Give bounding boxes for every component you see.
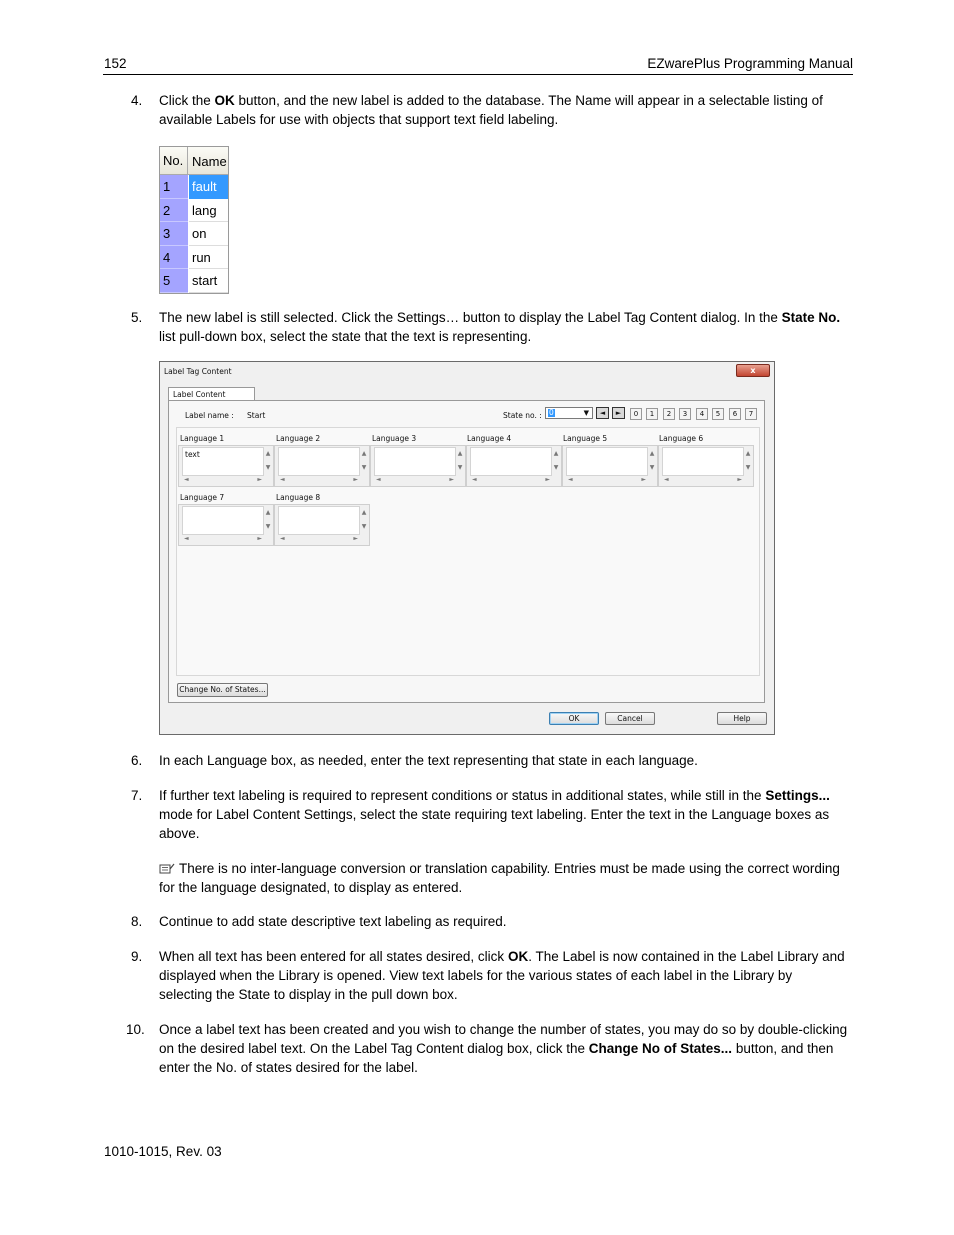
language-5-label: Language 5: [563, 434, 608, 443]
state-button-6[interactable]: 6: [729, 408, 741, 420]
step-4: [104, 91, 849, 129]
horizontal-scrollbar[interactable]: ◄ ►: [568, 476, 646, 483]
header-rule: [103, 74, 853, 75]
note-text: There is no inter-language conversion or translation capability. Entries must be made using the correct wording for the language designated, to display as entered.: [159, 861, 840, 895]
prev-state-button[interactable]: ◄: [596, 407, 609, 419]
step-text: Click the OK button, and the new label is added to the database. The Name will appear in a selectable listing of available Labels for use with objects that support text field labeling.: [159, 93, 823, 127]
row-name: lang: [189, 199, 228, 223]
language-3-label: Language 3: [372, 434, 417, 443]
table-row[interactable]: [160, 222, 228, 246]
row-number: 3: [160, 222, 188, 246]
step-text: When all text has been entered for all states desired, click OK. The Label is now contained in the Label Library and displayed when the Library is opened. View text labels for the various states of each label in the Library by selecting the State to display in the pull down box.: [159, 949, 845, 1002]
step-text: In each Language box, as needed, enter the text representing that state in each language.: [159, 753, 698, 768]
change-no-of-states-button[interactable]: Change No. of States...: [177, 683, 268, 697]
language-1-label: Language 1: [180, 434, 225, 443]
vertical-scrollbar[interactable]: ▲ ▼: [265, 509, 271, 530]
manual-title: EZwarePlus Programming Manual: [647, 56, 853, 71]
vertical-scrollbar[interactable]: ▲ ▼: [457, 450, 463, 471]
help-button[interactable]: Help: [717, 712, 767, 725]
language-5-text[interactable]: [566, 447, 648, 476]
step-8: [104, 912, 849, 931]
step-text: Once a label text has been created and you wish to change the number of states, you may do so by double-clicking on the desired label text. On the Label Tag Content dialog box, click the Change No of States... button, and then enter the No. of states desired for the label.: [159, 1022, 848, 1075]
step-number: 9.: [131, 949, 143, 964]
language-8-box: [274, 504, 370, 546]
language-7-box: [178, 504, 274, 546]
state-no-select[interactable]: [545, 407, 593, 419]
horizontal-scrollbar[interactable]: ◄ ►: [280, 476, 358, 483]
horizontal-scrollbar[interactable]: ◄ ►: [376, 476, 454, 483]
row-number: 2: [160, 199, 188, 223]
step-text: Continue to add state descriptive text labeling as required.: [159, 914, 507, 929]
step-number: 6.: [131, 753, 143, 768]
table-row[interactable]: [160, 246, 228, 270]
row-name: on: [189, 222, 228, 246]
row-name: fault: [189, 175, 228, 199]
label-name-value: Start: [247, 411, 266, 420]
step-number: 10.: [126, 1022, 145, 1037]
language-3-text[interactable]: [374, 447, 456, 476]
tab-label-content-settings[interactable]: Label Content: [168, 387, 255, 401]
dialog-title: Label Tag Content: [164, 367, 232, 376]
next-state-button[interactable]: ►: [612, 407, 625, 419]
step-text: The new label is still selected. Click the Settings… button to display the Label Tag Content dialog. In the State No. list pull-down box, select the state that the text is representing.: [159, 310, 841, 344]
chevron-down-icon: ▼: [583, 409, 589, 417]
step-10: [104, 1020, 849, 1077]
language-6-label: Language 6: [659, 434, 704, 443]
vertical-scrollbar[interactable]: ▲ ▼: [361, 509, 367, 530]
vertical-scrollbar[interactable]: ▲ ▼: [649, 450, 655, 471]
close-button[interactable]: x: [736, 364, 770, 377]
language-3-box: [370, 445, 466, 487]
vertical-scrollbar[interactable]: ▲ ▼: [265, 450, 271, 471]
ok-button[interactable]: OK: [549, 712, 599, 725]
row-name: start: [189, 269, 228, 293]
label-tag-content-dialog: [159, 361, 775, 735]
step-6: [104, 751, 849, 770]
horizontal-scrollbar[interactable]: ◄ ►: [280, 535, 358, 542]
language-4-box: [466, 445, 562, 487]
step-text: If further text labeling is required to represent conditions or status in additional states, while still in the Settings... mode for Label Content Settings, select the state requiring text labeling. Enter the text in the Language boxes as above.: [159, 788, 830, 841]
state-button-0[interactable]: 0: [630, 408, 642, 420]
language-2-box: [274, 445, 370, 487]
label-name-caption: Label name :: [185, 411, 234, 420]
language-4-text[interactable]: [470, 447, 552, 476]
horizontal-scrollbar[interactable]: ◄ ►: [472, 476, 550, 483]
language-5-box: [562, 445, 658, 487]
label-name-table: [159, 146, 229, 294]
step-number: 7.: [131, 788, 143, 803]
language-2-text[interactable]: [278, 447, 360, 476]
horizontal-scrollbar[interactable]: ◄ ►: [184, 535, 262, 542]
vertical-scrollbar[interactable]: ▲ ▼: [745, 450, 751, 471]
state-no-caption: State no. :: [503, 411, 542, 420]
column-header-no[interactable]: No.: [160, 147, 188, 174]
language-2-label: Language 2: [276, 434, 321, 443]
table-row[interactable]: [160, 175, 228, 199]
table-row[interactable]: [160, 199, 228, 223]
language-8-label: Language 8: [276, 493, 321, 502]
table-header: [160, 147, 228, 175]
vertical-scrollbar[interactable]: ▲ ▼: [361, 450, 367, 471]
note: [104, 859, 849, 897]
language-1-text[interactable]: text: [182, 447, 264, 476]
row-number: 1: [160, 175, 188, 199]
language-7-text[interactable]: [182, 506, 264, 535]
state-button-4[interactable]: 4: [696, 408, 708, 420]
horizontal-scrollbar[interactable]: ◄ ►: [664, 476, 742, 483]
step-number: 5.: [131, 310, 143, 325]
language-8-text[interactable]: [278, 506, 360, 535]
language-1-box: [178, 445, 274, 487]
language-4-label: Language 4: [467, 434, 512, 443]
cancel-button[interactable]: Cancel: [605, 712, 655, 725]
vertical-scrollbar[interactable]: ▲ ▼: [553, 450, 559, 471]
language-6-text[interactable]: [662, 447, 744, 476]
state-button-5[interactable]: 5: [712, 408, 724, 420]
state-button-1[interactable]: 1: [646, 408, 658, 420]
state-button-2[interactable]: 2: [663, 408, 675, 420]
column-header-name[interactable]: Name: [192, 154, 227, 169]
language-6-box: [658, 445, 754, 487]
state-no-value: 0: [549, 408, 554, 417]
row-number: 5: [160, 269, 188, 293]
table-row[interactable]: [160, 269, 228, 293]
row-name: run: [189, 246, 228, 270]
page-number: 152: [104, 56, 127, 71]
step-7: [104, 786, 849, 843]
step-number: 4.: [131, 93, 143, 108]
state-button-7[interactable]: 7: [745, 408, 757, 420]
row-number: 4: [160, 246, 188, 270]
note-icon: [159, 863, 175, 874]
state-button-3[interactable]: 3: [679, 408, 691, 420]
step-9: [104, 947, 849, 1004]
step-number: 8.: [131, 914, 143, 929]
document-revision: 1010-1015, Rev. 03: [104, 1144, 222, 1159]
horizontal-scrollbar[interactable]: ◄ ►: [184, 476, 262, 483]
step-5: [104, 308, 849, 346]
language-7-label: Language 7: [180, 493, 225, 502]
